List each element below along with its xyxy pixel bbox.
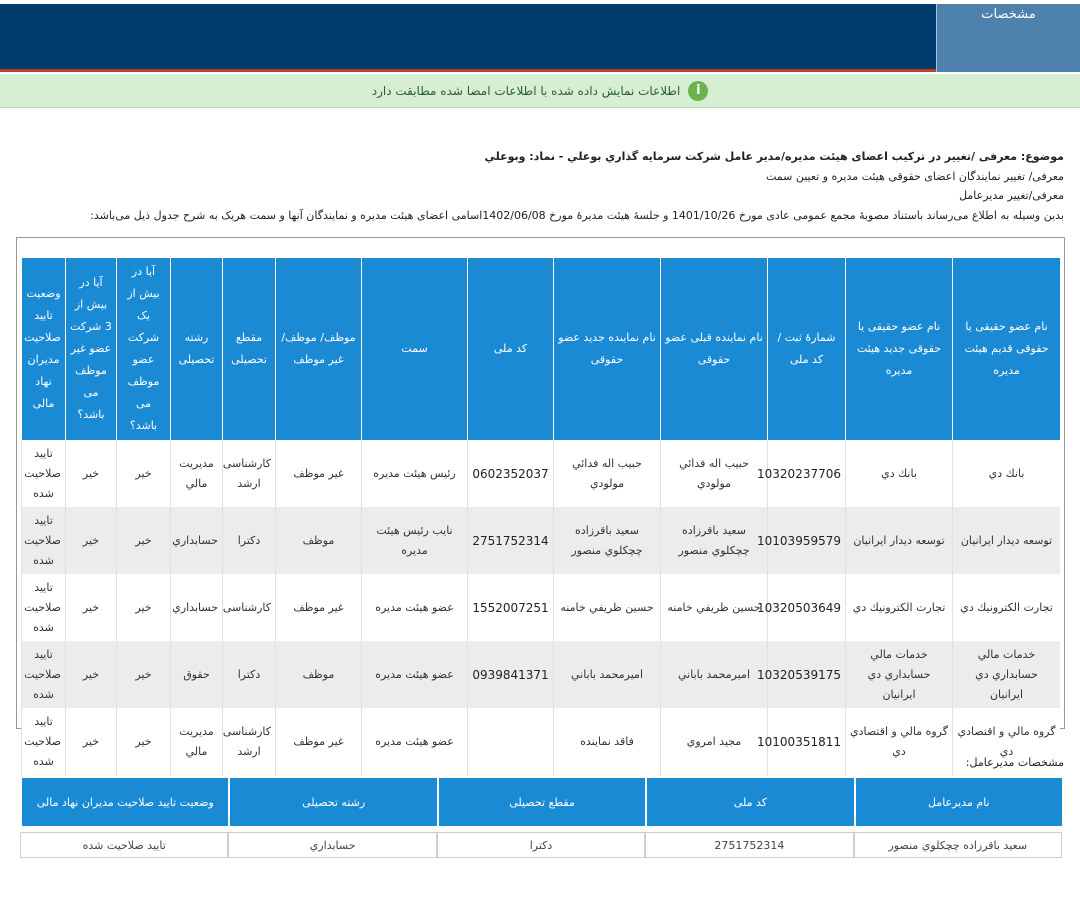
banner-divider	[0, 69, 1080, 72]
col-manager-national-id: کد ملی	[645, 778, 853, 826]
table-cell: تایید صلاحیت شده	[21, 641, 65, 708]
table-cell: نایب رئیس هیئت مدیره	[361, 507, 467, 574]
table-cell: مديريت مالي	[170, 708, 222, 775]
table-cell: تایید صلاحیت شده	[21, 507, 65, 574]
table-row	[21, 708, 1060, 775]
table-cell: عضو هیئت مدیره	[361, 574, 467, 641]
table-cell: حقوق	[170, 641, 222, 708]
manager-table	[20, 778, 1062, 858]
table-cell: دکترا	[222, 507, 275, 574]
top-banner	[0, 0, 1080, 72]
table-cell: کارشناسی	[222, 574, 275, 641]
table-row	[21, 440, 1060, 507]
table-cell: حسابداري	[170, 574, 222, 641]
col-multi-executive: آیا در بیش از یک شرکت عضو موظف می باشد؟	[116, 258, 170, 440]
table-cell: 0602352037	[467, 440, 553, 507]
table-cell: خیر	[116, 574, 170, 641]
table-cell: سعيد باقرزاده چچكلوي منصور	[854, 832, 1062, 858]
table-cell: خیر	[116, 440, 170, 507]
board-table-header	[21, 258, 1060, 440]
table-cell: موظف	[275, 641, 361, 708]
table-cell: 2751752314	[467, 507, 553, 574]
table-cell	[467, 708, 553, 775]
subject-subline-1: معرفی/ تغییر نمایندگان اعضای حقوقی هیئت مدیره و تعیین سمت	[765, 169, 1064, 183]
table-cell: 10100351811	[767, 708, 845, 775]
table-cell: دکترا	[222, 641, 275, 708]
table-row	[21, 574, 1060, 641]
col-multi-nonexecutive: آیا در بیش از 3 شرکت عضو غیر موظف می باشد؟	[65, 258, 116, 440]
table-cell: مديريت مالي	[170, 440, 222, 507]
table-cell: خیر	[65, 574, 116, 641]
table-cell: حسابداري	[170, 507, 222, 574]
col-new-member: نام عضو حقیقی یا حقوقی جدید هیئت مدیره	[845, 258, 952, 440]
table-cell: تجارت الكترونيك دي	[952, 574, 1060, 641]
alert-text: اطلاعات نمايش داده شده با اطلاعات امضا شده مطابقت دارد	[371, 83, 681, 98]
table-cell: سعيد باقرزاده چچكلوي منصور	[553, 507, 660, 574]
table-cell: گروه مالي و اقتصادي دي	[845, 708, 952, 775]
table-cell: 2751752314	[645, 832, 853, 858]
table-cell: اميرمحمد باباني	[660, 641, 767, 708]
table-cell: 10320237706	[767, 440, 845, 507]
col-manager-degree: مقطع تحصیلی	[437, 778, 645, 826]
table-cell: غیر موظف	[275, 440, 361, 507]
table-cell: تایید صلاحیت شده	[20, 832, 228, 858]
col-registration-no: شمارهٔ ثبت / کد ملی	[767, 258, 845, 440]
table-cell: خیر	[65, 708, 116, 775]
announcement-text	[14, 147, 1064, 225]
subject-subline-2: معرفی/تغییر مدیرعامل	[959, 189, 1064, 202]
table-cell: خدمات مالي حسابداري دي ايرانيان	[845, 641, 952, 708]
subject-description: بدین وسیله به اطلاع می‌رساند باستناد مصوبهٔ مجمع عمومی عادی مورخ 1401/10/26 و جلسهٔ هیئت مدیرهٔ مورخ 1402/06/08اسامی اعضای هیئت مدیره و نمایندگان آنها و سمت هریک به شرح جدول ذیل می‌باشد:	[90, 208, 1064, 222]
col-manager-field: رشته تحصیلی	[228, 778, 436, 826]
table-cell: تجارت الكترونيك دي	[845, 574, 952, 641]
table-cell: خدمات مالي حسابداري دي ايرانيان	[952, 641, 1060, 708]
table-cell: سعيد باقرزاده چچكلوي منصور	[660, 507, 767, 574]
col-national-id: کد ملی	[467, 258, 553, 440]
manager-section-label: مشخصات مدیرعامل:	[965, 756, 1064, 769]
table-cell: تایید صلاحیت شده	[21, 708, 65, 775]
table-cell: توسعه ديدار ايرانيان	[845, 507, 952, 574]
table-cell: بانك دي	[845, 440, 952, 507]
table-cell: تایید صلاحیت شده	[21, 440, 65, 507]
manager-table-header	[20, 778, 1062, 826]
col-field: رشته تحصیلی	[170, 258, 222, 440]
table-cell: 10103959579	[767, 507, 845, 574]
table-row	[21, 507, 1060, 574]
table-cell: حسابداري	[228, 832, 436, 858]
table-cell: کارشناسی ارشد	[222, 708, 275, 775]
info-icon: i	[688, 81, 708, 101]
table-cell: خیر	[116, 507, 170, 574]
col-executive-status: موظف/ موظف/ غیر موظف	[275, 258, 361, 440]
table-cell: اميرمحمد باباني	[553, 641, 660, 708]
table-cell: 10320539175	[767, 641, 845, 708]
col-old-member: نام عضو حقیقی یا حقوقی قدیم هیئت مدیره	[952, 258, 1060, 440]
verification-alert	[0, 74, 1080, 108]
table-cell: خیر	[116, 641, 170, 708]
tab-details[interactable]: مشخصات	[936, 4, 1080, 72]
table-cell: حسين ظريفي خامنه	[660, 574, 767, 641]
table-cell: فاقد نماينده	[553, 708, 660, 775]
table-cell: حبيب اله فدائي مولودي	[553, 440, 660, 507]
table-cell: موظف	[275, 507, 361, 574]
table-cell: عضو هیئت مدیره	[361, 708, 467, 775]
table-cell: حسين ظريفي خامنه	[553, 574, 660, 641]
table-cell: 1552007251	[467, 574, 553, 641]
table-cell: رئیس هیئت مدیره	[361, 440, 467, 507]
table-cell: 0939841371	[467, 641, 553, 708]
col-degree: مقطع تحصیلی	[222, 258, 275, 440]
table-cell: مجيد امروي	[660, 708, 767, 775]
col-prev-representative: نام نماینده قبلی عضو حقوقی	[660, 258, 767, 440]
table-cell: عضو هیئت مدیره	[361, 641, 467, 708]
table-cell: حبيب اله فدائي مولودي	[660, 440, 767, 507]
table-cell: 10320503649	[767, 574, 845, 641]
table-cell: کارشناسی ارشد	[222, 440, 275, 507]
subject-line: موضوع: معرفی /تغییر در ترکیب اعضای هیئت مدیره/مدیر عامل شرکت سرمايه گذاري بوعلي - نماد: وبوعلي	[484, 150, 1064, 163]
col-manager-name: نام مدیرعامل	[854, 778, 1062, 826]
table-cell: توسعه ديدار ايرانيان	[952, 507, 1060, 574]
table-cell: خیر	[65, 507, 116, 574]
col-position: سمت	[361, 258, 467, 440]
table-row	[21, 641, 1060, 708]
col-new-representative: نام نماینده جدید عضو حقوقی	[553, 258, 660, 440]
table-cell: بانك دي	[952, 440, 1060, 507]
table-cell: خیر	[65, 641, 116, 708]
table-cell: غیر موظف	[275, 574, 361, 641]
board-table	[21, 258, 1060, 775]
table-cell: تایید صلاحیت شده	[21, 574, 65, 641]
table-cell: خیر	[65, 440, 116, 507]
table-cell: غیر موظف	[275, 708, 361, 775]
table-cell: خیر	[116, 708, 170, 775]
table-cell: دکترا	[437, 832, 645, 858]
col-manager-qualification: وضعیت تایید صلاحیت مدیران نهاد مالی	[20, 778, 228, 826]
col-qualification: وضعیت تایید صلاحیت مدیران نهاد مالی	[21, 258, 65, 440]
table-row	[20, 832, 1062, 858]
table-cell: گروه مالي و اقتصادي دي	[952, 708, 1060, 775]
